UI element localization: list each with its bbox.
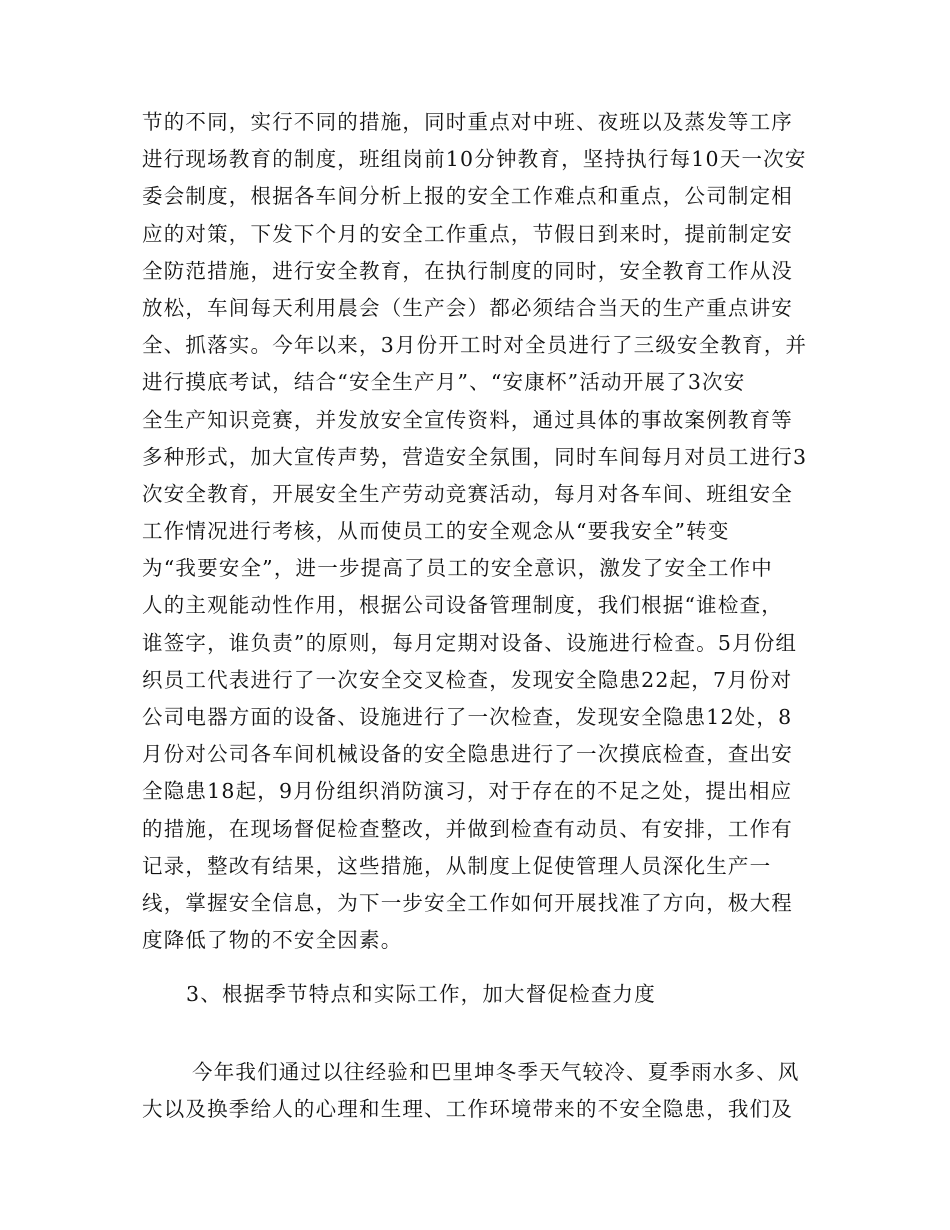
text-line: 进行摸底考试，结合“安全生产月”、“安康杯”活动开展了3次安 bbox=[142, 370, 746, 395]
section-heading-text: 3、根据季节特点和实际工作，加大督促检查力度 bbox=[186, 982, 656, 1006]
text-line: 的措施，在现场督促检查整改，并做到检查有动员、有安排，工作有 bbox=[142, 816, 793, 841]
text-line: 全防范措施，进行安全教育，在执行制度的同时，安全教育工作从没 bbox=[142, 258, 793, 283]
text-line: 全、抓落实。今年以来，3月份开工时对全员进行了三级安全教育，并 bbox=[142, 333, 808, 358]
text-line: 为“我要安全”，进一步提高了员工的安全意识，激发了安全工作中 bbox=[142, 556, 773, 581]
text-line: 今年我们通过以往经验和巴里坤冬季天气较冷、夏季雨水多、风 bbox=[192, 1060, 800, 1084]
text-line: 放松，车间每天利用晨会（生产会）都必须结合当天的生产重点讲安 bbox=[142, 295, 793, 320]
text-line: 进行现场教育的制度，班组岗前10分钟教育，坚持执行每10天一次安 bbox=[142, 147, 807, 172]
text-line: 记录，整改有结果，这些措施，从制度上促使管理人员深化生产一 bbox=[142, 853, 772, 878]
section-heading bbox=[142, 976, 822, 1013]
text-line: 月份对公司各车间机械设备的安全隐患进行了一次摸底检查，查出安 bbox=[142, 742, 793, 767]
text-line: 全隐患18起，9月份组织消防演习，对于存在的不足之处，提出相应 bbox=[142, 779, 793, 804]
text-line: 委会制度，根据各车间分析上报的安全工作难点和重点，公司制定相 bbox=[142, 184, 793, 209]
text-line: 线，掌握安全信息，为下一步安全工作如何开展找准了方向，极大程 bbox=[142, 890, 793, 915]
text-line: 节的不同，实行不同的措施，同时重点对中班、夜班以及蒸发等工序 bbox=[142, 110, 793, 134]
body-paragraph bbox=[142, 1054, 822, 1128]
text-line: 度降低了物的不安全因素。 bbox=[142, 928, 403, 953]
text-line: 织员工代表进行了一次安全交叉检查，发现安全隐患22起，7月份对 bbox=[142, 667, 793, 692]
text-line: 应的对策，下发下个月的安全工作重点，节假日到来时，提前制定安 bbox=[142, 221, 793, 246]
text-line: 工作情况进行考核，从而使员工的安全观念从“要我安全”转变 bbox=[142, 519, 730, 544]
text-line: 公司电器方面的设备、设施进行了一次检查，发现安全隐患12处，8 bbox=[142, 705, 793, 729]
text-line: 全生产知识竞赛，并发放安全宣传资料，通过具体的事故案例教育等 bbox=[142, 407, 793, 432]
text-line: 多种形式，加大宣传声势，营造安全氛围，同时车间每月对员工进行3 bbox=[142, 444, 808, 469]
body-paragraph bbox=[142, 104, 822, 959]
text-line: 大以及换季给人的心理和生理、工作环境带来的不安全隐患，我们及 bbox=[142, 1097, 793, 1122]
text-line: 次安全教育，开展安全生产劳动竞赛活动，每月对各车间、班组安全 bbox=[142, 481, 793, 506]
text-line: 人的主观能动性作用，根据公司设备管理制度，我们根据“谁检查， bbox=[142, 593, 783, 618]
text-line: 谁签字，谁负责”的原则，每月定期对设备、设施进行检查。5月份组 bbox=[142, 630, 798, 655]
